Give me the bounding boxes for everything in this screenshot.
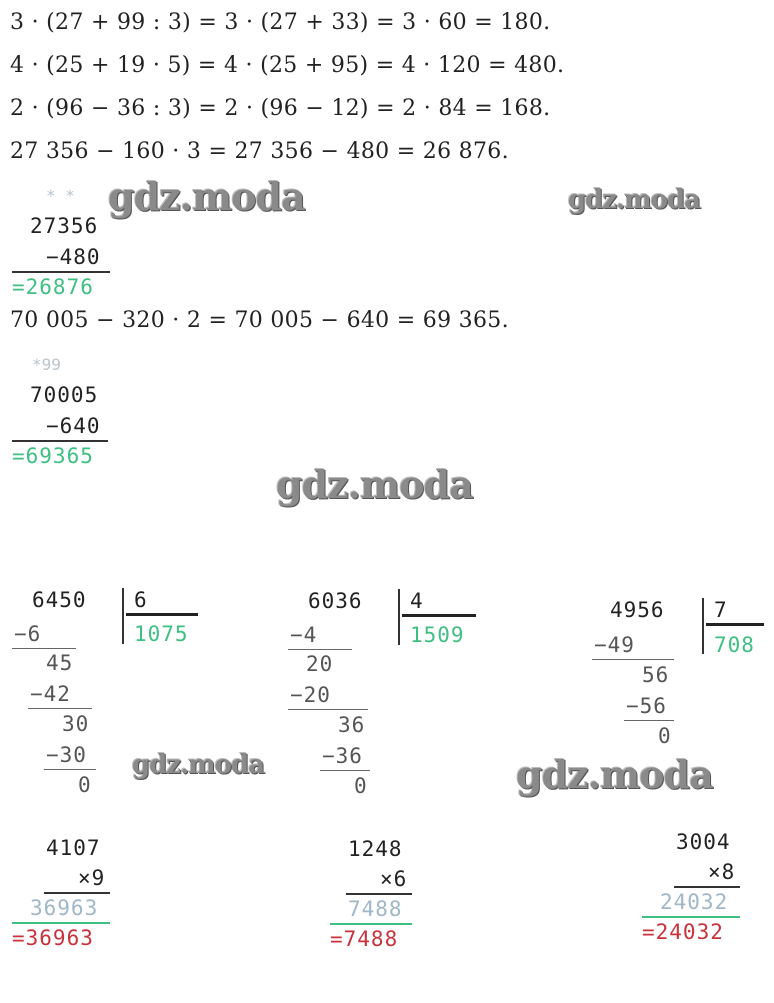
result: =26876 (12, 275, 94, 299)
result: =7488 (330, 927, 399, 951)
step-line (28, 708, 92, 709)
watermark: gdz.moda (276, 462, 473, 507)
divisor: 6 (134, 588, 148, 612)
product-line (346, 893, 412, 895)
step: −6 (14, 622, 42, 646)
partial-product: 7488 (348, 897, 403, 921)
step: −36 (322, 744, 363, 768)
step-line (624, 720, 674, 721)
dividend: 4956 (610, 598, 665, 622)
step: 45 (46, 651, 74, 675)
step-line (592, 659, 674, 660)
watermark: gdz.moda (108, 174, 305, 219)
multiplier: ×6 (380, 867, 408, 891)
result-line (330, 923, 412, 925)
divisor-line (126, 613, 198, 616)
multiplicand: 1248 (348, 837, 403, 861)
step: −56 (626, 694, 667, 718)
watermark: gdz.moda (132, 750, 265, 780)
multiplier: ×9 (78, 866, 106, 890)
result: =24032 (642, 920, 724, 944)
step: 56 (642, 663, 670, 687)
multiplier: ×8 (708, 860, 736, 884)
step-line (288, 649, 352, 650)
step-line (44, 769, 96, 770)
divisor-line (706, 623, 764, 626)
minuend: 27356 (30, 214, 99, 238)
multiplicand: 4107 (46, 836, 101, 860)
step: 0 (354, 774, 368, 798)
step-line (12, 648, 76, 649)
step: 0 (658, 724, 672, 748)
divisor-line (402, 614, 476, 617)
step: 30 (62, 712, 90, 736)
quotient: 708 (714, 633, 755, 657)
borrow-marks: *99 (32, 355, 61, 374)
borrow-marks: * * (46, 186, 75, 205)
dividend: 6036 (308, 589, 363, 613)
watermark: gdz.moda (568, 185, 701, 215)
step: 0 (78, 773, 92, 797)
divisor: 4 (410, 589, 424, 613)
product-line (44, 892, 110, 894)
division-bar (122, 588, 124, 644)
step: −49 (594, 633, 635, 657)
result-line (12, 922, 110, 924)
division-bar (398, 589, 400, 645)
result-line (642, 916, 740, 918)
equation-1: 3 · (27 + 99 : 3) = 3 · (27 + 33) = 3 · 60 = 180. (10, 10, 551, 35)
step: 20 (306, 652, 334, 676)
subtrahend: −480 (46, 245, 101, 269)
step-line (320, 770, 370, 771)
equation-3: 2 · (96 − 36 : 3) = 2 · (96 − 12) = 2 · 84 = 168. (10, 96, 551, 121)
result: =36963 (12, 926, 94, 950)
equation-5: 70 005 − 320 · 2 = 70 005 − 640 = 69 365. (10, 308, 509, 333)
result-line (12, 271, 110, 273)
minuend: 70005 (30, 383, 99, 407)
result: =69365 (12, 444, 94, 468)
step-line (288, 709, 368, 710)
subtrahend: −640 (46, 414, 101, 438)
division-bar (702, 598, 704, 654)
quotient: 1075 (134, 622, 189, 646)
step: −42 (30, 682, 71, 706)
step: −4 (290, 623, 318, 647)
equation-2: 4 · (25 + 19 · 5) = 4 · (25 + 95) = 4 · 120 = 480. (10, 53, 565, 78)
partial-product: 24032 (660, 890, 729, 914)
step: −20 (290, 683, 331, 707)
divisor: 7 (714, 598, 728, 622)
result-line (12, 440, 108, 442)
watermark: gdz.moda (516, 752, 713, 797)
product-line (674, 886, 740, 888)
step: 36 (338, 713, 366, 737)
multiplicand: 3004 (676, 830, 731, 854)
step: −30 (46, 743, 87, 767)
dividend: 6450 (32, 588, 87, 612)
partial-product: 36963 (30, 896, 99, 920)
quotient: 1509 (410, 623, 465, 647)
equation-4: 27 356 − 160 · 3 = 27 356 − 480 = 26 876. (10, 139, 509, 164)
